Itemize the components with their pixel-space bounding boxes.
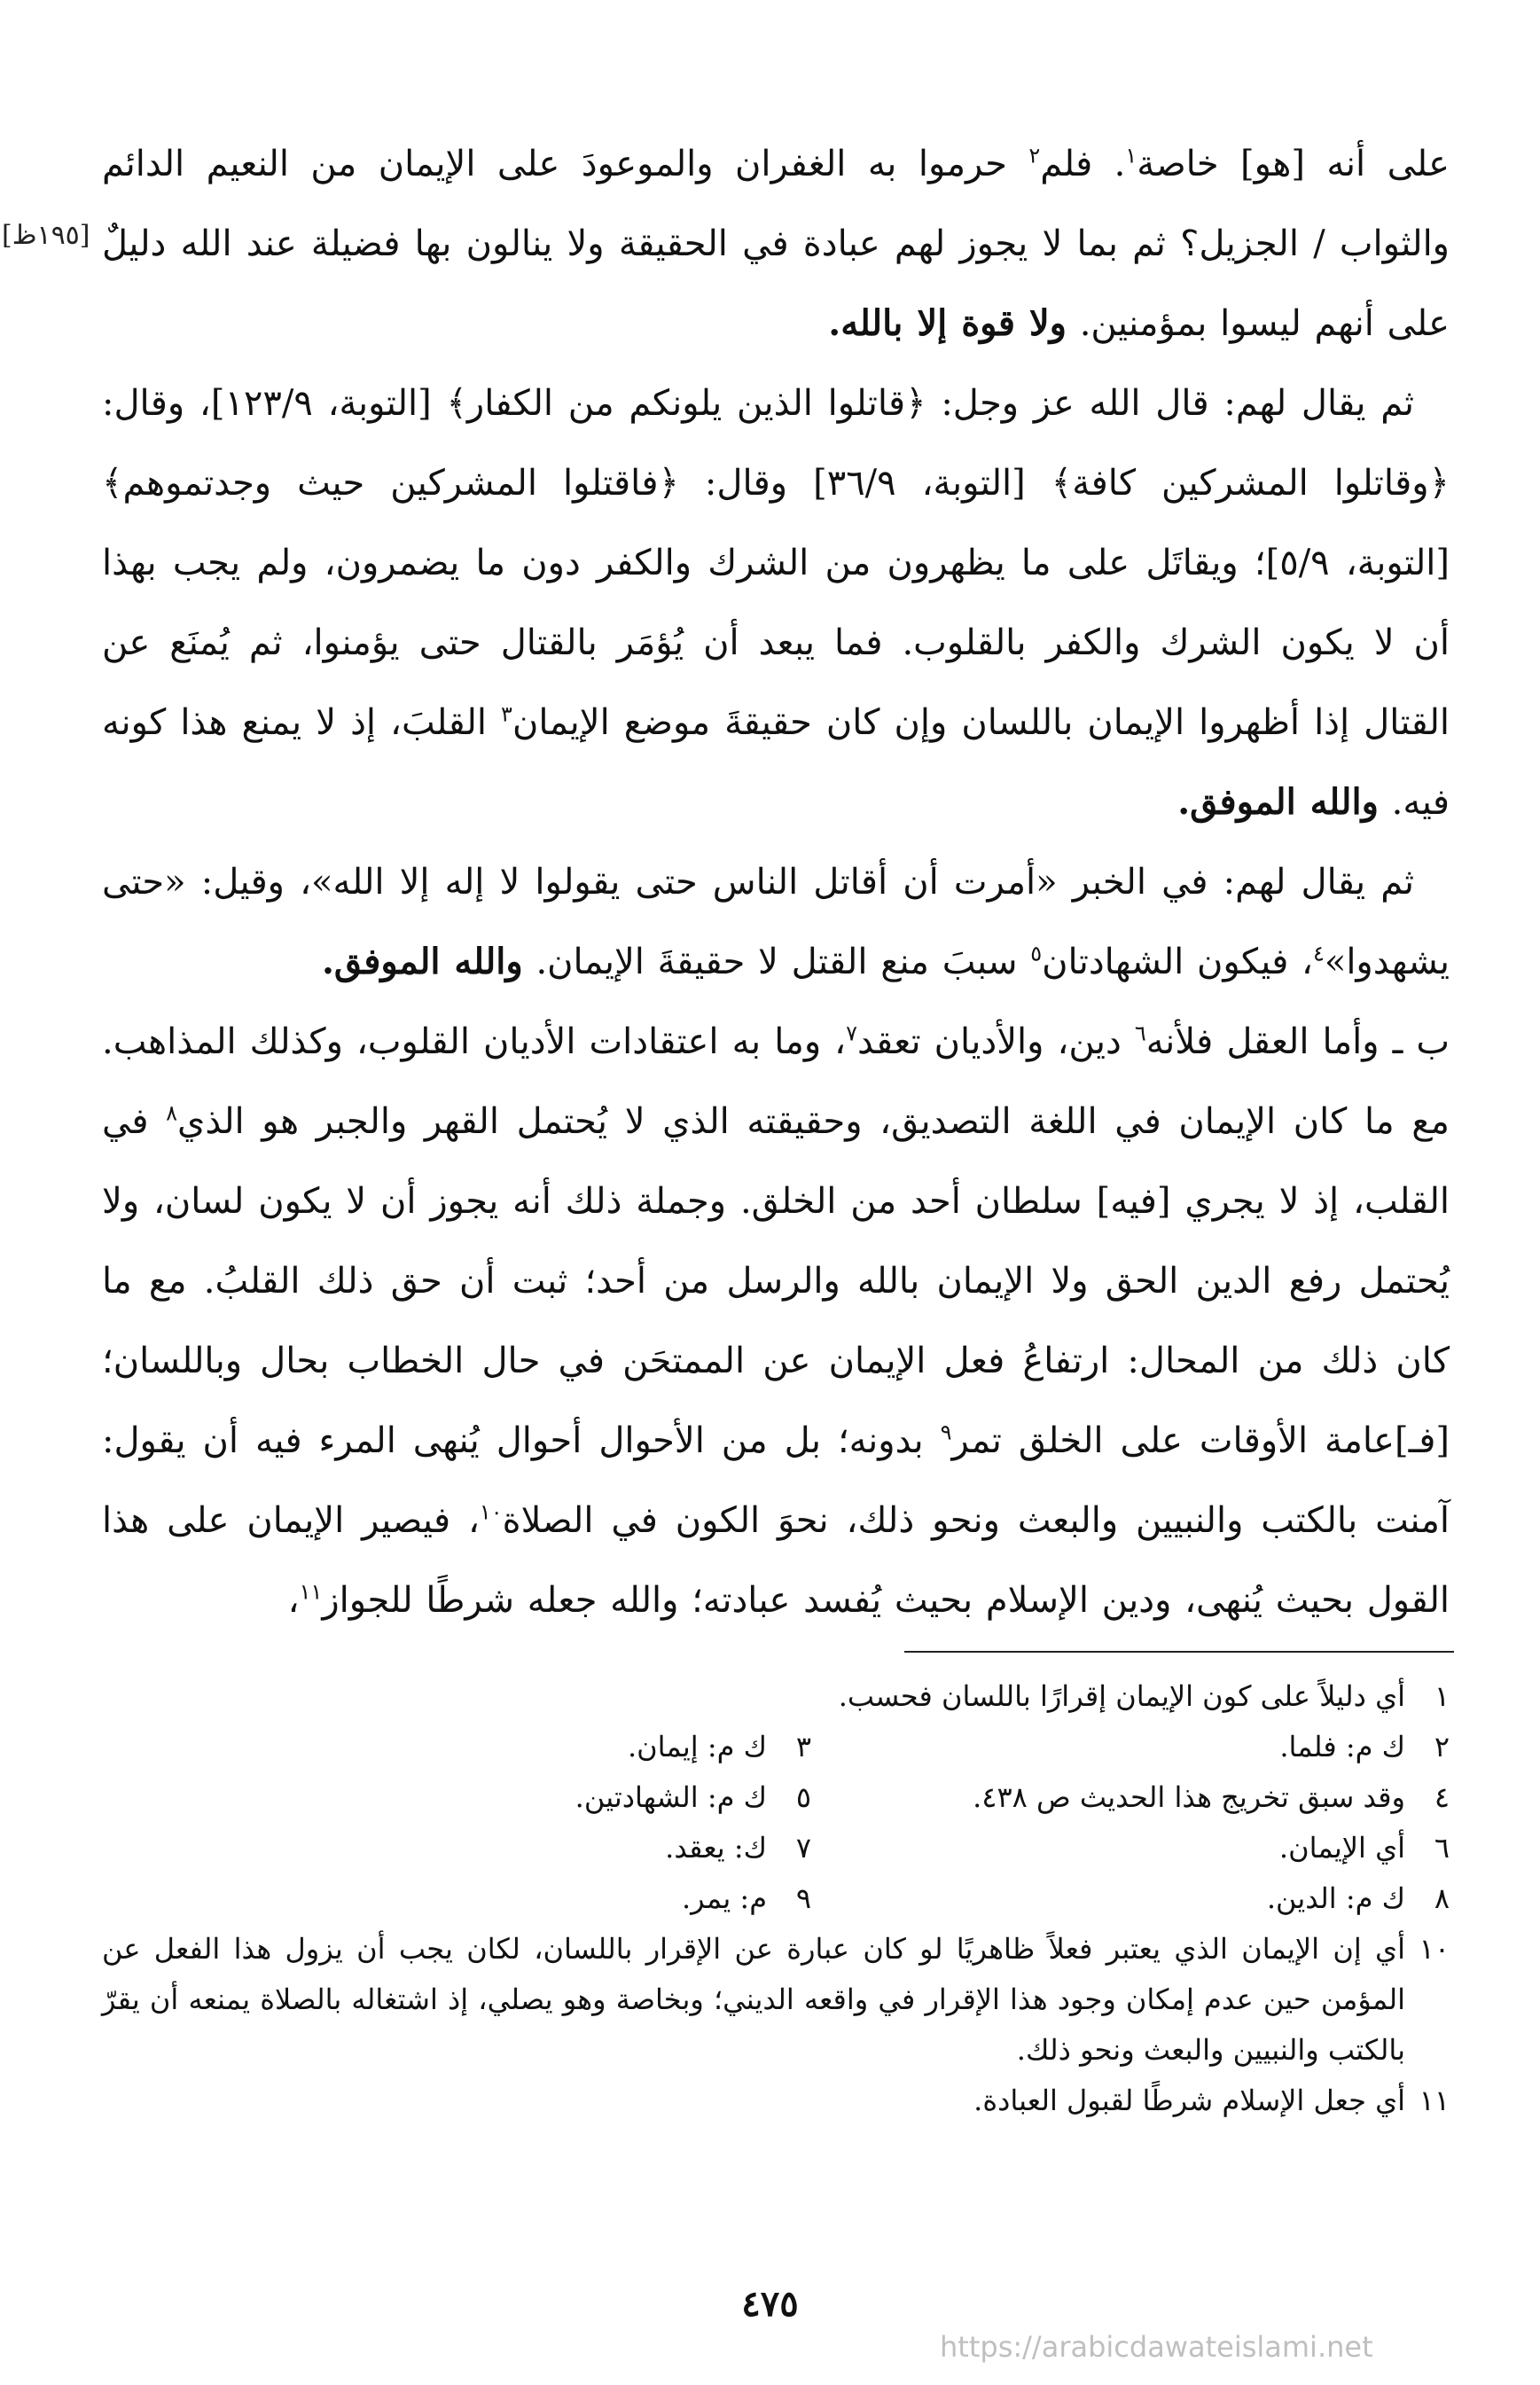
footnote-ref-3[interactable]: ٣	[501, 701, 512, 727]
text-run: ، وما به اعتقادات الأديان القلوب، وكذلك المذاهب. مع ما كان الإيمان في اللغة التصديق، وحقيقته الذي لا يُحتمل القهر والجبر هو الذي	[102, 1021, 1450, 1142]
footnote-row	[102, 1823, 1450, 1873]
main-text	[102, 124, 1450, 1640]
text-run: على أنه [هو] خاصة	[1137, 144, 1450, 184]
footnote-row	[102, 1873, 1450, 1924]
closing-phrase: والله الموفق.	[322, 941, 523, 982]
footnote-ref-6[interactable]: ٦	[1134, 1020, 1146, 1046]
paragraph-3	[102, 842, 1450, 1002]
footnote-text: أي إن الإيمان الذي يعتبر فعلاً ظاهريًا لو كان عبارة عن الإقرار باللسان، لكان يجب أن يزول هذا الفعل عن المؤمن حين عدم إمكان وجود هذا الإقرار في واقعه الديني؛ وبخاصة وهو يصلي، إذ اشتغاله بالصلاة يمنعه أن يقرّ بالكتب والنبيين والبعث ونحو ذلك.	[102, 1932, 1405, 2067]
footnote-number: ٨	[1434, 1881, 1450, 1915]
footnote-text: ك: يعقد.	[665, 1831, 767, 1865]
footnote-text: أي دليلاً على كون الإيمان إقرارًا باللسان فحسب.	[838, 1679, 1405, 1713]
footnotes	[102, 1671, 1450, 2126]
footnote-text: ك م: الشهادتين.	[575, 1780, 767, 1814]
footnote-number: ٥	[795, 1780, 811, 1814]
paragraph-1	[102, 124, 1450, 364]
text-run: ثم يقال لهم: قال الله عز وجل: ﴿قاتلوا الذين يلونكم من الكفار﴾ [التوبة، ١٢٣/٩]، وقال: ﴿وقاتلوا المشركين كافة﴾ [التوبة، ٣٦/٩] وقال: ﴿فاقتلوا المشركين حيث وجدتموهم﴾ [التوبة، ٥/٩]؛ ويقاتَل على ما يظهرون من الشرك والكفر دون ما يضمرون، ولم يجب بهذا أن لا يكون الشرك والكفر بالقلوب. فما يبعد أن يُؤمَر بالقتال حتى يؤمنوا، ثم يُمنَع عن القتال إذا أظهروا الإيمان باللسان وإن كان حقيقةَ موضع الإيمان	[102, 383, 1450, 743]
text-run: حرموا به الغفران والموعودَ على الإيمان من النعيم الدائم والثواب / الجزيل؟ ثم بما لا يجوز لهم عبادة في الحقيقة ولا ينالون بها فضيلة عند الله دليلٌ على أنهم ليسوا بمؤمنين.	[102, 144, 1450, 344]
footnote-number: ١٠	[1419, 1932, 1450, 1966]
footnote-row	[102, 1772, 1450, 1823]
footnote-number: ٩	[795, 1881, 811, 1915]
footnote-7	[173, 1823, 811, 1873]
footnote-ref-8[interactable]: ٨	[166, 1100, 178, 1126]
folio-marker: [١٩٥ظ]	[2, 220, 90, 251]
footnote-number: ٦	[1434, 1831, 1450, 1865]
footnote-10	[102, 1924, 1450, 2076]
footnote-number: ٤	[1434, 1780, 1450, 1814]
footnote-4	[811, 1772, 1450, 1823]
page-number: ٤٧٥	[741, 2283, 799, 2325]
text-run: القلبَ، إذ لا يمنع هذا كونه فيه.	[102, 702, 1450, 823]
text-run: في القلب، إذ لا يجري [فيه] سلطان أحد من الخلق. وجملة ذلك أنه يجوز أن لا يكون لسان، ولا يُحتمل رفع الدين الحق ولا الإيمان بالله والرسل من أحد؛ ثبت أن حق ذلك القلبُ. مع ما كان ذلك من المحال: ارتفاعُ فعل الإيمان عن الممتحَن في حال الخطاب بحال وباللسان؛ [فـ]عامة الأوقات على الخلق تمر	[102, 1101, 1450, 1461]
footnote-text: أي جعل الإسلام شرطًا لقبول العبادة.	[973, 2084, 1405, 2117]
footnote-2	[811, 1722, 1450, 1772]
text-run: سببَ منع القتل لا حقيقةَ الإيمان.	[535, 942, 1018, 982]
footnote-divider	[904, 1651, 1454, 1653]
footnote-ref-10[interactable]: ١٠	[479, 1499, 503, 1525]
paragraph-2	[102, 364, 1450, 842]
footnote-9	[173, 1873, 811, 1924]
text-run: ب ـ وأما العقل فلأنه	[1145, 1021, 1450, 1062]
footnote-text: ك م: فلما.	[1279, 1730, 1405, 1763]
footnote-5	[173, 1772, 811, 1823]
footnote-ref-7[interactable]: ٧	[846, 1020, 857, 1046]
footnote-number: ٧	[795, 1831, 811, 1865]
footnote-ref-1[interactable]: ١	[1125, 143, 1137, 168]
footnote-text: ك م: إيمان.	[627, 1730, 767, 1763]
text-run: ، فيكون الشهادتان	[1042, 942, 1313, 982]
watermark: https://arabicdawateislami.net	[940, 2330, 1373, 2364]
footnote-text: أي الإيمان.	[1278, 1831, 1405, 1865]
text-run: . فلم	[1040, 144, 1126, 184]
footnote-text: م: يمر.	[682, 1881, 767, 1915]
footnote-number: ١	[1434, 1679, 1450, 1713]
text-run: ثم يقال لهم: في الخبر «أمرت أن أقاتل الناس حتى يقولوا لا إله إلا الله»، وقيل: «حتى يشهدوا»	[102, 862, 1450, 982]
footnote-ref-2[interactable]: ٢	[1028, 143, 1041, 168]
footnote-6	[811, 1823, 1450, 1873]
footnote-1	[102, 1671, 1450, 1722]
text-run: بدونه؛ بل من الأحوال أحوال يُنهى المرء فيه أن يقول: آمنت بالكتب والنبيين والبعث ونحو ذلك، نحوَ الكون في الصلاة	[102, 1420, 1450, 1541]
footnote-row	[102, 1722, 1450, 1772]
footnote-number: ١١	[1419, 2084, 1450, 2117]
footnote-3	[173, 1722, 811, 1772]
footnote-ref-5[interactable]: ٥	[1030, 941, 1043, 966]
footnote-ref-11[interactable]: ١١	[299, 1579, 323, 1605]
text-run: ، فيصير الإيمان على هذا القول بحيث يُنهى، ودين الإسلام بحيث يُفسد عبادته؛ والله جعله شرطًا للجواز	[102, 1500, 1450, 1621]
footnote-ref-4[interactable]: ٤	[1312, 941, 1325, 966]
footnote-number: ٣	[795, 1730, 811, 1763]
footnote-text: وقد سبق تخريج هذا الحديث ص ٤٣٨.	[973, 1780, 1405, 1814]
closing-phrase: ولا قوة إلا بالله.	[828, 302, 1067, 344]
footnote-8	[811, 1873, 1450, 1924]
footnote-11	[102, 2076, 1450, 2126]
paragraph-4	[102, 1002, 1450, 1640]
text-run: ،	[287, 1580, 300, 1621]
footnote-ref-9[interactable]: ٩	[940, 1419, 952, 1445]
text-run: دين، والأديان تعقد	[856, 1021, 1122, 1062]
footnote-text: ك م: الدين.	[1266, 1881, 1405, 1915]
closing-phrase: والله الموفق.	[1177, 781, 1379, 823]
footnote-number: ٢	[1434, 1730, 1450, 1763]
